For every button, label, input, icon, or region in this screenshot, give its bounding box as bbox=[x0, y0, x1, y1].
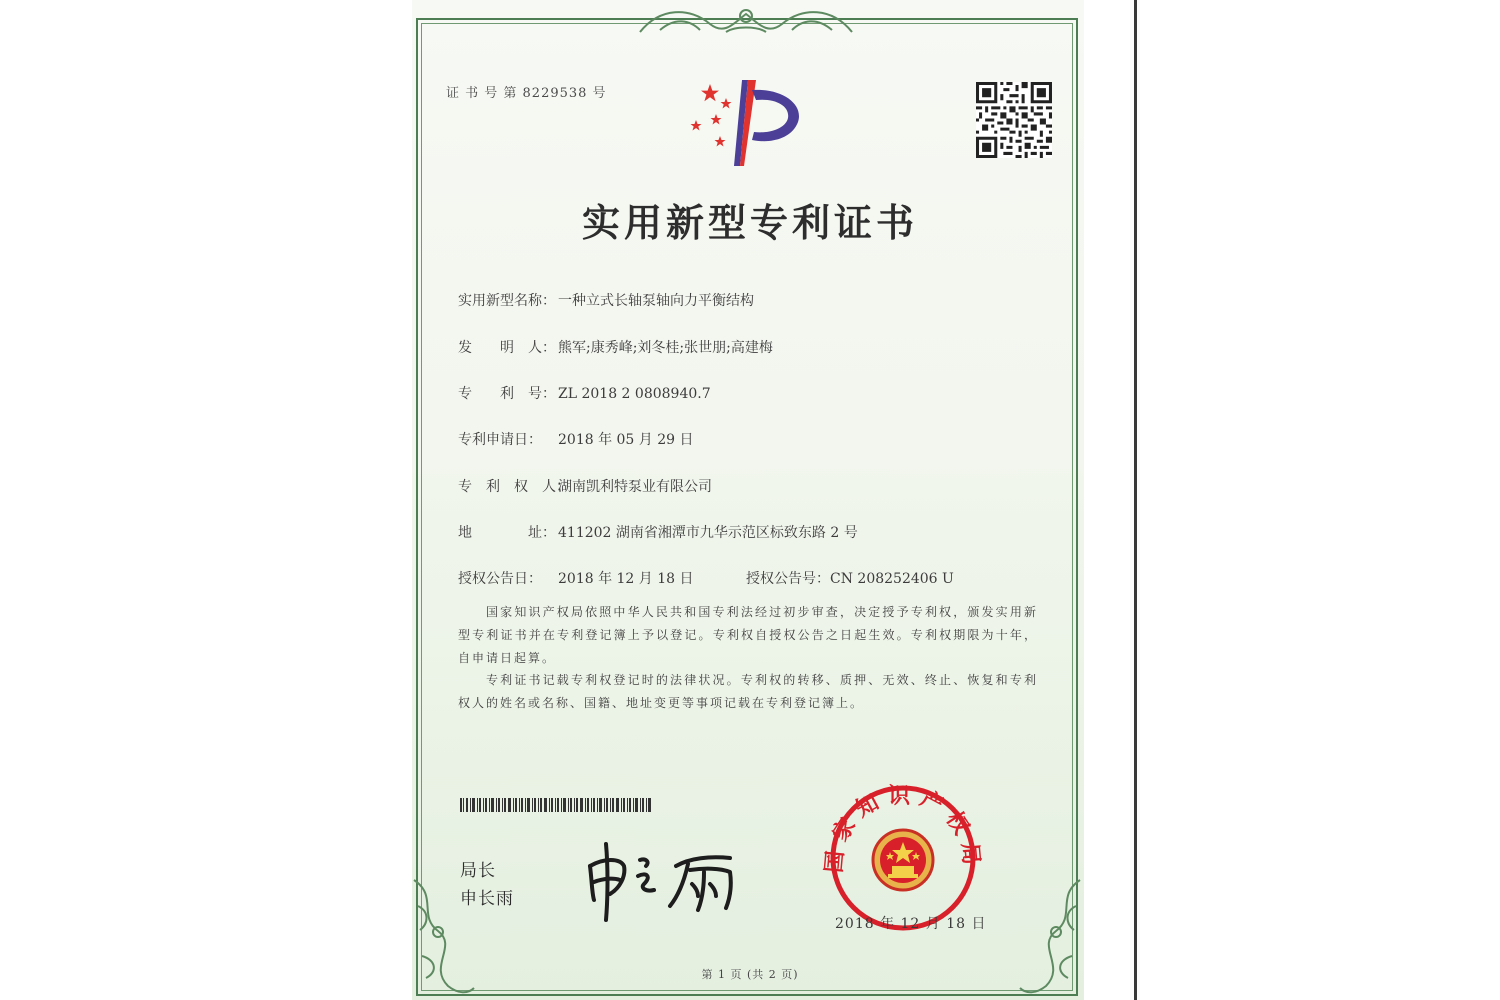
director-name: 申长雨 bbox=[460, 889, 514, 909]
page-edge bbox=[1134, 0, 1137, 1000]
patent-office-logo bbox=[686, 74, 806, 170]
body-paragraph-2: 专利证书记载专利权登记时的法律状况。专利权的转移、质押、无效、终止、恢复和专利权人的姓名或名称、国籍、地址变更等事项记载在专利登记簿上。 bbox=[458, 673, 1038, 710]
field-patentee bbox=[458, 476, 712, 496]
official-seal bbox=[818, 782, 988, 934]
field-label: 发 明 人： bbox=[458, 340, 556, 356]
field-label: 专 利 权 人： bbox=[458, 479, 570, 495]
field-publication-number bbox=[746, 568, 954, 588]
field-application-date bbox=[458, 429, 694, 449]
certificate-title: 实用新型专利证书 bbox=[581, 200, 918, 245]
field-label: 授权公告号： bbox=[746, 571, 830, 587]
svg-text:国家知识产权局: 国家知识产权局 bbox=[821, 783, 985, 874]
field-value: 湖南凯利特泵业有限公司 bbox=[558, 479, 712, 495]
field-value: 一种立式长轴泵轴向力平衡结构 bbox=[558, 293, 754, 309]
body-paragraph-1: 国家知识产权局依照中华人民共和国专利法经过初步审查，决定授予专利权，颁发实用新型专利证书并在专利登记簿上予以登记。专利权自授权公告之日起生效。专利权期限为十年，自申请日起算。 bbox=[458, 605, 1038, 665]
qr-code bbox=[976, 82, 1052, 158]
field-label: 专 利 号： bbox=[458, 386, 556, 402]
field-grant-date bbox=[458, 568, 694, 588]
field-inventors bbox=[458, 337, 773, 357]
page-footer: 第 1 页 (共 2 页) bbox=[701, 968, 799, 981]
field-patent-number bbox=[458, 383, 711, 403]
seal-date: 2018 年 12 月 18 日 bbox=[835, 916, 987, 932]
field-address bbox=[458, 522, 858, 542]
field-value: 411202 湖南省湘潭市九华示范区标致东路 2 号 bbox=[558, 525, 858, 541]
field-label: 授权公告日： bbox=[458, 571, 542, 587]
field-label: 实用新型名称： bbox=[458, 293, 556, 309]
field-label: 专利申请日： bbox=[458, 432, 542, 448]
field-value: ZL 2018 2 0808940.7 bbox=[558, 386, 711, 402]
certificate-number: 证 书 号 第 8229538 号 bbox=[446, 86, 607, 101]
field-label: 地 址： bbox=[458, 525, 556, 541]
field-value: 2018 年 05 月 29 日 bbox=[558, 432, 694, 448]
director-title: 局长 bbox=[460, 861, 496, 881]
field-utility-model-name bbox=[458, 290, 754, 310]
handwritten-signature bbox=[580, 836, 750, 922]
field-value: CN 208252406 U bbox=[830, 571, 954, 587]
barcode bbox=[460, 798, 652, 812]
top-ornament bbox=[630, 2, 862, 40]
field-value: 熊军;康秀峰;刘冬桂;张世朋;高建梅 bbox=[558, 340, 773, 356]
field-value: 2018 年 12 月 18 日 bbox=[558, 571, 694, 587]
